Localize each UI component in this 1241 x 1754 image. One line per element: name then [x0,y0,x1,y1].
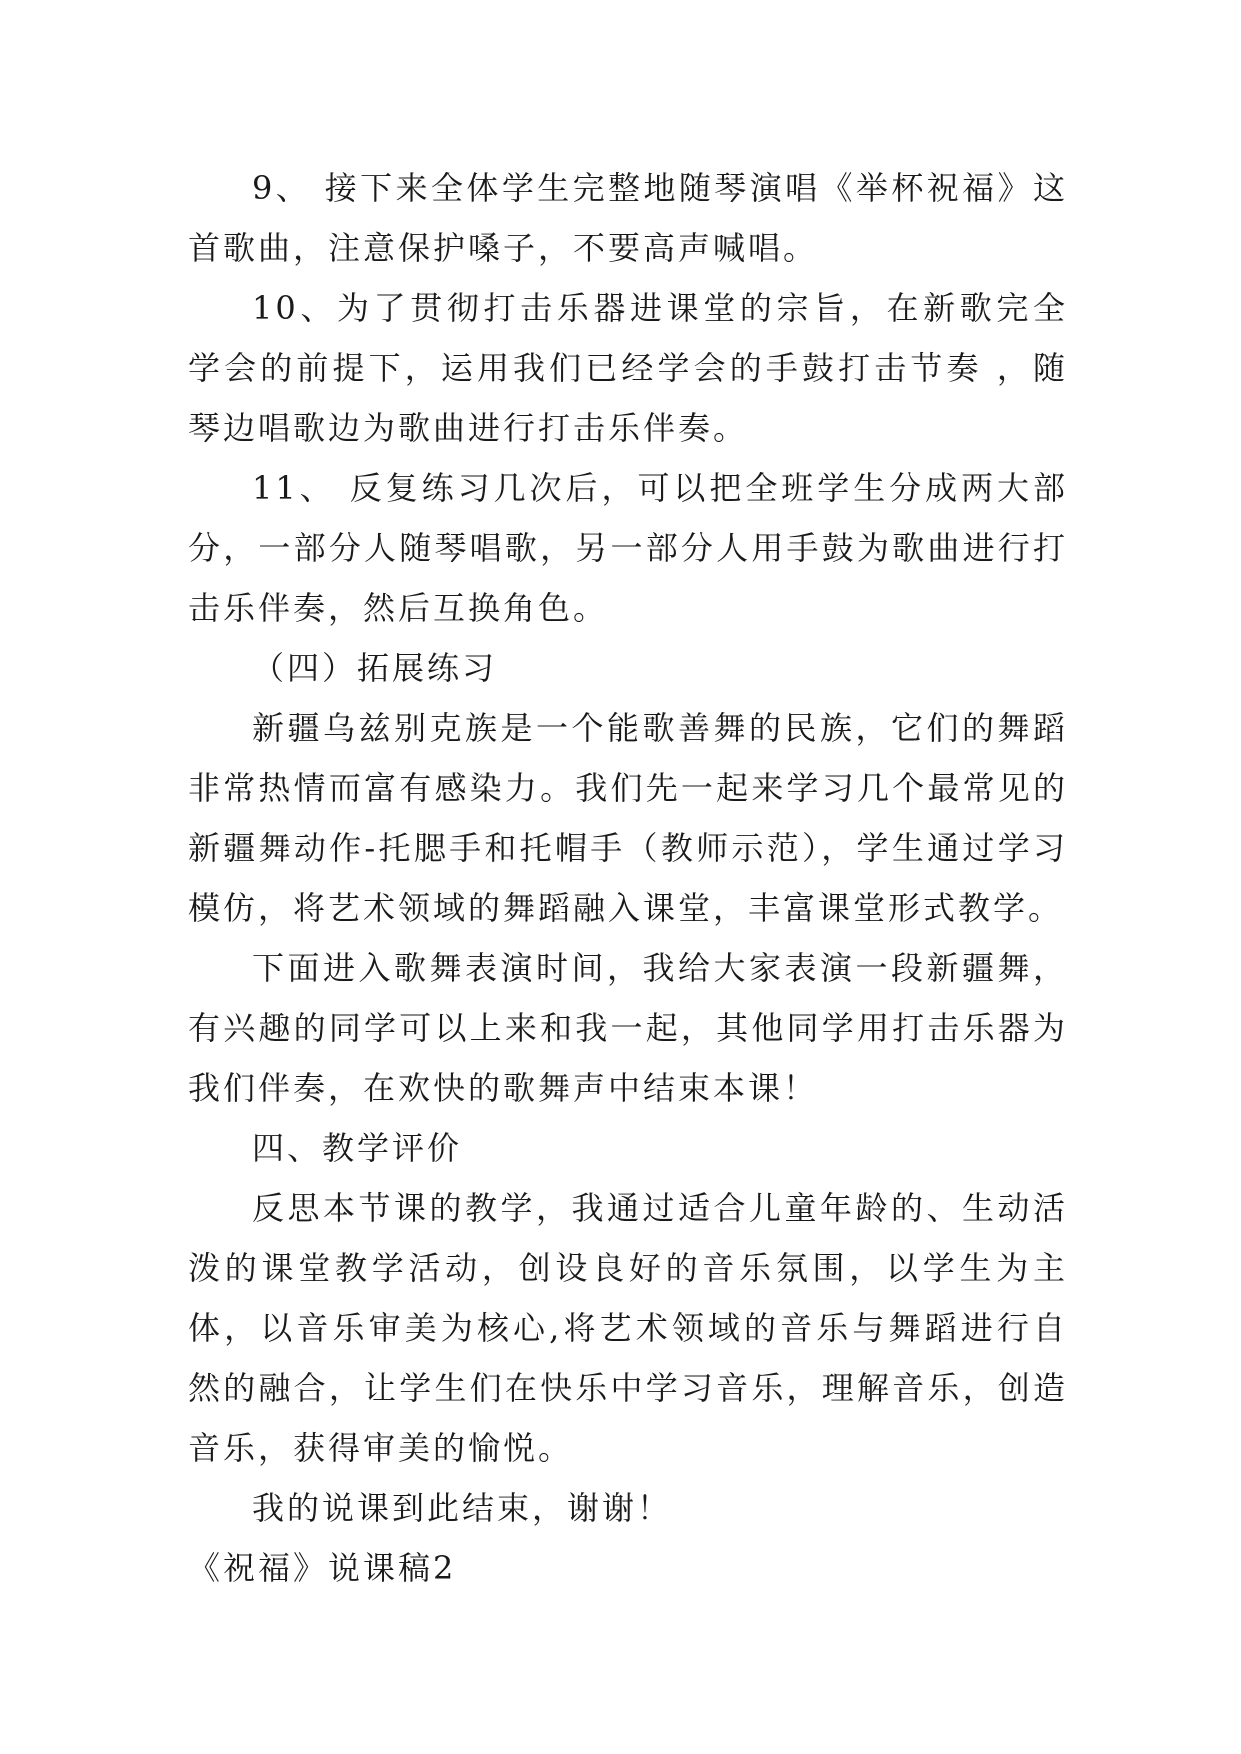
paragraph-step-11: 11、 反复练习几次后，可以把全班学生分成两大部分，一部分人随琴唱歌，另一部分人用手鼓为歌曲进行打击乐伴奏，然后互换角色。 [188,469,1068,627]
document-title-part-2: 《祝福》说课稿2 [188,1549,457,1587]
paragraph-step-9: 9、 接下来全体学生完整地随琴演唱《举杯祝福》这首歌曲，注意保护嗓子，不要高声喊唱。 [188,169,1068,267]
section-heading-extension-practice: （四）拓展练习 [252,649,498,687]
paragraph-reflection: 反思本节课的教学，我通过适合儿童年龄的、生动活泼的课堂教学活动，创设良好的音乐氛围，以学生为主体，以音乐审美为核心,将艺术领域的音乐与舞蹈进行自然的融合，让学生们在快乐中学习音乐，理解音乐，创造音乐，获得审美的愉悦。 [188,1189,1068,1467]
paragraph-performance: 下面进入歌舞表演时间，我给大家表演一段新疆舞，有兴趣的同学可以上来和我一起，其他同学用打击乐器为我们伴奏，在欢快的歌舞声中结束本课！ [188,949,1068,1107]
paragraph-xinjiang-dance: 新疆乌兹别克族是一个能歌善舞的民族，它们的舞蹈非常热情而富有感染力。我们先一起来学习几个最常见的新疆舞动作-托腮手和托帽手（教师示范），学生通过学习模仿，将艺术领域的舞蹈融入课堂，丰富课堂形式教学。 [188,709,1068,927]
paragraph-step-10: 10、为了贯彻打击乐器进课堂的宗旨，在新歌完全学会的前提下，运用我们已经学会的手鼓打击节奏 ，随琴边唱歌边为歌曲进行打击乐伴奏。 [188,289,1068,447]
section-heading-teaching-evaluation: 四、教学评价 [252,1129,463,1167]
document-body [188,158,1068,1598]
paragraph-closing: 我的说课到此结束，谢谢！ [252,1489,673,1527]
